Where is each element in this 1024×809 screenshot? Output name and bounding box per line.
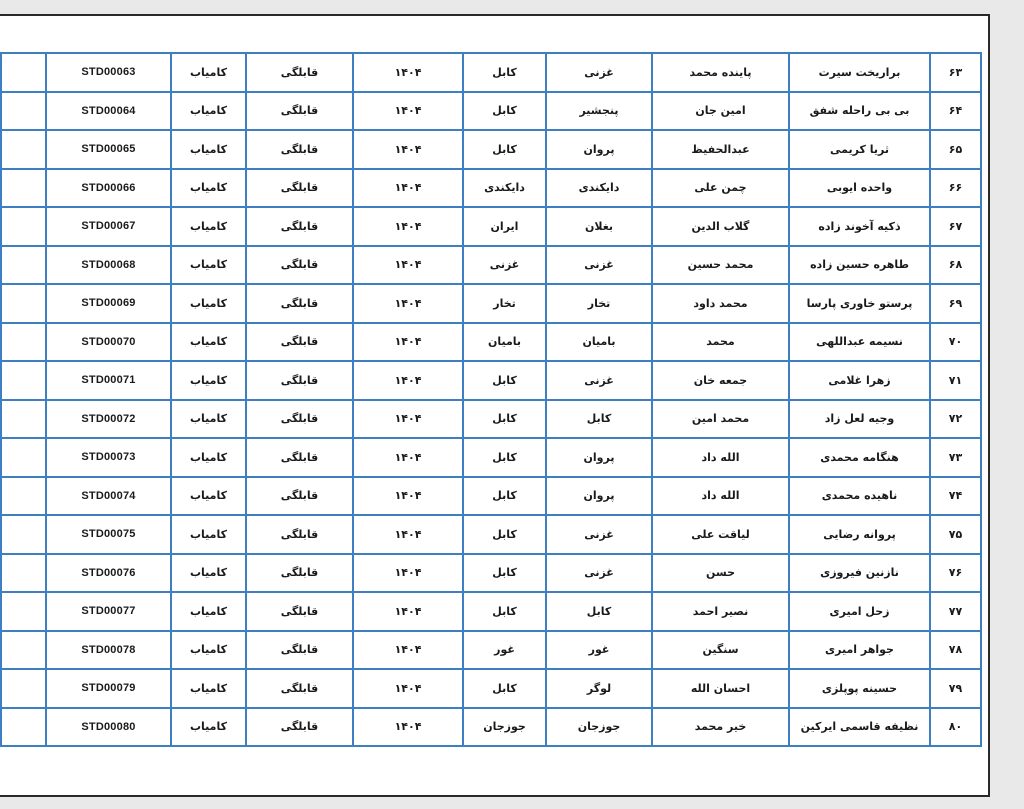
table-row [1, 92, 981, 131]
cell-result: کامیاب [171, 400, 246, 439]
cell-left-blank [1, 246, 46, 285]
cell-field: قابلگی [246, 92, 353, 131]
cell-year: ۱۴۰۴ [353, 130, 463, 169]
cell-name: بی بی راحله شفق [789, 92, 930, 131]
cell-student-id: STD00073 [46, 438, 171, 477]
cell-year: ۱۴۰۴ [353, 207, 463, 246]
cell-name: ناهیده محمدی [789, 477, 930, 516]
cell-student-id: STD00074 [46, 477, 171, 516]
cell-father-name: محمد حسین [652, 246, 789, 285]
table-row [1, 438, 981, 477]
cell-year: ۱۴۰۴ [353, 554, 463, 593]
cell-left-blank [1, 323, 46, 362]
cell-row-number: ۶۸ [930, 246, 981, 285]
cell-father-name: عبدالحفیظ [652, 130, 789, 169]
cell-province: لوگر [546, 669, 652, 708]
cell-result: کامیاب [171, 631, 246, 670]
cell-place: کابل [463, 592, 546, 631]
cell-province: غزنی [546, 361, 652, 400]
cell-place: دایکندی [463, 169, 546, 208]
cell-father-name: الله داد [652, 438, 789, 477]
cell-left-blank [1, 361, 46, 400]
cell-place: بامیان [463, 323, 546, 362]
cell-province: پروان [546, 130, 652, 169]
cell-result: کامیاب [171, 53, 246, 92]
cell-place: کابل [463, 130, 546, 169]
table-row [1, 361, 981, 400]
cell-row-number: ۸۰ [930, 708, 981, 747]
cell-field: قابلگی [246, 669, 353, 708]
cell-student-id: STD00065 [46, 130, 171, 169]
cell-left-blank [1, 669, 46, 708]
cell-row-number: ۶۶ [930, 169, 981, 208]
cell-left-blank [1, 284, 46, 323]
cell-year: ۱۴۰۴ [353, 477, 463, 516]
cell-result: کامیاب [171, 592, 246, 631]
cell-left-blank [1, 554, 46, 593]
cell-province: دایکندی [546, 169, 652, 208]
cell-row-number: ۶۳ [930, 53, 981, 92]
cell-name: حسینه پوپلزی [789, 669, 930, 708]
cell-province: غزنی [546, 53, 652, 92]
cell-row-number: ۷۶ [930, 554, 981, 593]
cell-name: زهرا غلامی [789, 361, 930, 400]
cell-field: قابلگی [246, 207, 353, 246]
cell-left-blank [1, 708, 46, 747]
cell-father-name: جمعه خان [652, 361, 789, 400]
cell-province: غزنی [546, 554, 652, 593]
cell-name: ثریا کریمی [789, 130, 930, 169]
cell-field: قابلگی [246, 554, 353, 593]
cell-place: کابل [463, 53, 546, 92]
cell-field: قابلگی [246, 284, 353, 323]
cell-father-name: محمد داود [652, 284, 789, 323]
cell-father-name: خیر محمد [652, 708, 789, 747]
cell-year: ۱۴۰۴ [353, 631, 463, 670]
table-row [1, 515, 981, 554]
table-row [1, 631, 981, 670]
cell-student-id: STD00067 [46, 207, 171, 246]
cell-name: براریخت سیرت [789, 53, 930, 92]
cell-name: نازنین فیروزی [789, 554, 930, 593]
table-row [1, 207, 981, 246]
cell-place: کابل [463, 669, 546, 708]
cell-name: جواهر امیری [789, 631, 930, 670]
cell-father-name: الله داد [652, 477, 789, 516]
cell-name: نسیمه عبداللهی [789, 323, 930, 362]
document-page [0, 14, 990, 797]
table-row [1, 53, 981, 92]
cell-student-id: STD00079 [46, 669, 171, 708]
cell-year: ۱۴۰۴ [353, 669, 463, 708]
cell-field: قابلگی [246, 130, 353, 169]
cell-name: هنگامه محمدی [789, 438, 930, 477]
cell-year: ۱۴۰۴ [353, 169, 463, 208]
cell-father-name: احسان الله [652, 669, 789, 708]
cell-row-number: ۶۴ [930, 92, 981, 131]
cell-name: زحل امیری [789, 592, 930, 631]
cell-field: قابلگی [246, 708, 353, 747]
table-row [1, 554, 981, 593]
table-row [1, 477, 981, 516]
cell-field: قابلگی [246, 515, 353, 554]
table-row [1, 169, 981, 208]
cell-field: قابلگی [246, 361, 353, 400]
cell-student-id: STD00069 [46, 284, 171, 323]
cell-name: پروانه رضایی [789, 515, 930, 554]
cell-place: غور [463, 631, 546, 670]
cell-student-id: STD00064 [46, 92, 171, 131]
cell-row-number: ۷۵ [930, 515, 981, 554]
cell-left-blank [1, 515, 46, 554]
cell-result: کامیاب [171, 708, 246, 747]
cell-name: وجیه لعل زاد [789, 400, 930, 439]
cell-year: ۱۴۰۴ [353, 361, 463, 400]
cell-place: کابل [463, 92, 546, 131]
cell-year: ۱۴۰۴ [353, 438, 463, 477]
cell-row-number: ۷۴ [930, 477, 981, 516]
cell-place: غزنی [463, 246, 546, 285]
cell-place: کابل [463, 438, 546, 477]
cell-field: قابلگی [246, 400, 353, 439]
cell-year: ۱۴۰۴ [353, 708, 463, 747]
cell-father-name: حسن [652, 554, 789, 593]
cell-year: ۱۴۰۴ [353, 92, 463, 131]
cell-field: قابلگی [246, 631, 353, 670]
cell-result: کامیاب [171, 323, 246, 362]
table-body [1, 53, 981, 746]
cell-student-id: STD00080 [46, 708, 171, 747]
cell-field: قابلگی [246, 592, 353, 631]
cell-left-blank [1, 438, 46, 477]
cell-student-id: STD00066 [46, 169, 171, 208]
cell-name: واحده ایوبی [789, 169, 930, 208]
cell-result: کامیاب [171, 515, 246, 554]
cell-result: کامیاب [171, 130, 246, 169]
cell-place: ایران [463, 207, 546, 246]
cell-left-blank [1, 130, 46, 169]
cell-left-blank [1, 631, 46, 670]
table-row [1, 592, 981, 631]
cell-father-name: لیاقت علی [652, 515, 789, 554]
cell-result: کامیاب [171, 284, 246, 323]
cell-province: پروان [546, 438, 652, 477]
cell-field: قابلگی [246, 53, 353, 92]
cell-place: کابل [463, 400, 546, 439]
table-row [1, 323, 981, 362]
cell-province: تخار [546, 284, 652, 323]
table-row [1, 284, 981, 323]
cell-father-name: پاینده محمد [652, 53, 789, 92]
cell-student-id: STD00070 [46, 323, 171, 362]
cell-province: پروان [546, 477, 652, 516]
cell-left-blank [1, 592, 46, 631]
cell-place: جوزجان [463, 708, 546, 747]
cell-left-blank [1, 92, 46, 131]
cell-father-name: چمن علی [652, 169, 789, 208]
cell-row-number: ۶۹ [930, 284, 981, 323]
table-row [1, 669, 981, 708]
cell-year: ۱۴۰۴ [353, 246, 463, 285]
cell-result: کامیاب [171, 361, 246, 400]
cell-father-name: گلاب الدین [652, 207, 789, 246]
students-table [0, 52, 982, 747]
table-row [1, 400, 981, 439]
cell-field: قابلگی [246, 246, 353, 285]
cell-student-id: STD00068 [46, 246, 171, 285]
cell-father-name: محمد [652, 323, 789, 362]
cell-name: طاهره حسین زاده [789, 246, 930, 285]
cell-student-id: STD00063 [46, 53, 171, 92]
cell-place: تخار [463, 284, 546, 323]
cell-father-name: نصیر احمد [652, 592, 789, 631]
cell-field: قابلگی [246, 438, 353, 477]
cell-row-number: ۷۳ [930, 438, 981, 477]
cell-place: کابل [463, 477, 546, 516]
cell-year: ۱۴۰۴ [353, 323, 463, 362]
cell-row-number: ۶۵ [930, 130, 981, 169]
cell-row-number: ۶۷ [930, 207, 981, 246]
cell-student-id: STD00072 [46, 400, 171, 439]
cell-year: ۱۴۰۴ [353, 592, 463, 631]
cell-place: کابل [463, 554, 546, 593]
cell-row-number: ۷۷ [930, 592, 981, 631]
cell-name: ذکیه آخوند زاده [789, 207, 930, 246]
cell-student-id: STD00077 [46, 592, 171, 631]
table-row [1, 246, 981, 285]
cell-result: کامیاب [171, 554, 246, 593]
cell-result: کامیاب [171, 669, 246, 708]
cell-result: کامیاب [171, 438, 246, 477]
table-row [1, 130, 981, 169]
cell-left-blank [1, 53, 46, 92]
cell-row-number: ۷۱ [930, 361, 981, 400]
cell-field: قابلگی [246, 169, 353, 208]
cell-row-number: ۷۹ [930, 669, 981, 708]
cell-left-blank [1, 169, 46, 208]
cell-field: قابلگی [246, 477, 353, 516]
cell-province: بغلان [546, 207, 652, 246]
cell-father-name: امین جان [652, 92, 789, 131]
cell-year: ۱۴۰۴ [353, 284, 463, 323]
cell-row-number: ۷۲ [930, 400, 981, 439]
cell-student-id: STD00078 [46, 631, 171, 670]
cell-province: بامیان [546, 323, 652, 362]
cell-province: کابل [546, 400, 652, 439]
cell-province: پنجشیر [546, 92, 652, 131]
cell-result: کامیاب [171, 207, 246, 246]
cell-province: جوزجان [546, 708, 652, 747]
cell-result: کامیاب [171, 246, 246, 285]
cell-result: کامیاب [171, 169, 246, 208]
cell-place: کابل [463, 361, 546, 400]
cell-left-blank [1, 207, 46, 246]
cell-result: کامیاب [171, 477, 246, 516]
cell-name: پرستو خاوری پارسا [789, 284, 930, 323]
cell-year: ۱۴۰۴ [353, 515, 463, 554]
table-row [1, 708, 981, 747]
cell-student-id: STD00076 [46, 554, 171, 593]
cell-left-blank [1, 477, 46, 516]
cell-left-blank [1, 400, 46, 439]
cell-row-number: ۷۰ [930, 323, 981, 362]
cell-province: کابل [546, 592, 652, 631]
cell-name: نظیفه قاسمی ایرکین [789, 708, 930, 747]
cell-field: قابلگی [246, 323, 353, 362]
cell-province: غور [546, 631, 652, 670]
cell-student-id: STD00075 [46, 515, 171, 554]
cell-student-id: STD00071 [46, 361, 171, 400]
cell-year: ۱۴۰۴ [353, 53, 463, 92]
cell-province: غزنی [546, 515, 652, 554]
cell-row-number: ۷۸ [930, 631, 981, 670]
cell-year: ۱۴۰۴ [353, 400, 463, 439]
cell-father-name: سنگین [652, 631, 789, 670]
cell-result: کامیاب [171, 92, 246, 131]
cell-place: کابل [463, 515, 546, 554]
cell-father-name: محمد امین [652, 400, 789, 439]
cell-province: غزنی [546, 246, 652, 285]
